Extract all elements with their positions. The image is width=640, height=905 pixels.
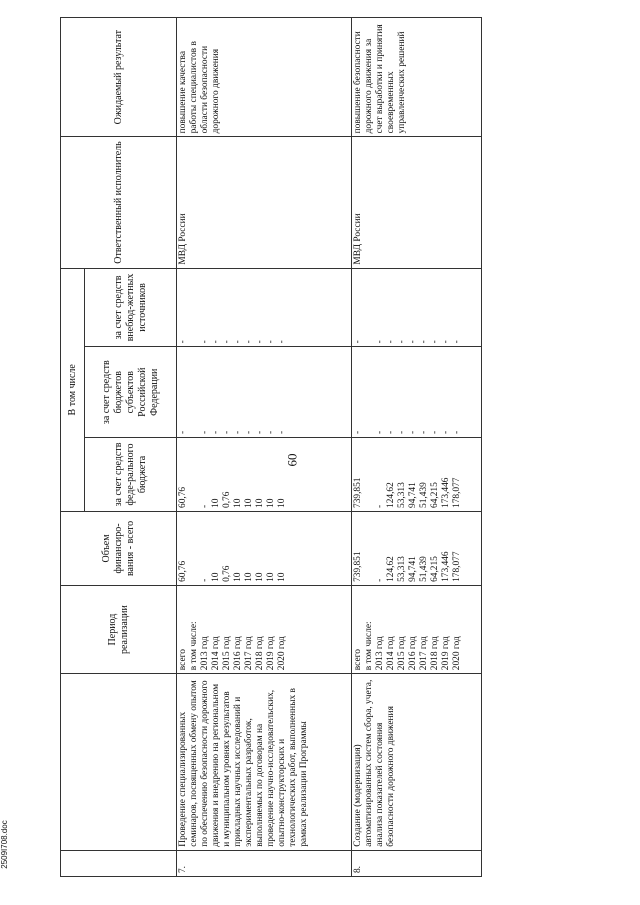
row-total-value: 10 bbox=[255, 572, 265, 582]
row-total-value: - bbox=[200, 578, 210, 582]
row-federal-value: - bbox=[375, 504, 385, 508]
row-regional-value: - bbox=[353, 430, 363, 435]
row-number: 7. bbox=[177, 850, 352, 876]
row-periods-value: 2017 год bbox=[244, 636, 254, 671]
row-extra-value: - bbox=[255, 340, 265, 344]
row-regional bbox=[352, 347, 482, 438]
row-extra-value: - bbox=[266, 340, 276, 344]
row-responsible: МВД России bbox=[352, 137, 482, 268]
row-extra-value: - bbox=[200, 340, 210, 344]
row-total-value bbox=[189, 515, 200, 582]
row-federal-value: 10 bbox=[266, 498, 276, 508]
row-extra-value: - bbox=[178, 340, 188, 344]
row-extra-value: - bbox=[222, 340, 232, 344]
row-extra-value: - bbox=[211, 340, 221, 344]
row-extra-value: - bbox=[386, 340, 396, 344]
row-total-value: 0,76 bbox=[222, 565, 232, 582]
row-regional-value: - bbox=[244, 430, 254, 435]
row-total-value: 10 bbox=[211, 572, 221, 582]
row-regional-value: - bbox=[211, 430, 221, 435]
row-regional-value: - bbox=[397, 430, 407, 435]
row-federal-value: 173,446 bbox=[441, 477, 451, 508]
row-extra-value: - bbox=[397, 340, 407, 344]
page-number: 60 bbox=[284, 453, 300, 467]
row-extra bbox=[177, 268, 352, 347]
row-total-value: 64,215 bbox=[430, 556, 440, 582]
header-federal: за счет средств феде-рального бюджета bbox=[85, 438, 177, 512]
row-periods-value: в том числе: bbox=[364, 621, 374, 671]
row-total bbox=[352, 511, 482, 585]
row-periods-value: всего bbox=[178, 649, 188, 671]
row-federal-value: 94,741 bbox=[408, 482, 418, 508]
row-federal-value: 53,313 bbox=[397, 482, 407, 508]
row-regional-value: - bbox=[375, 430, 385, 435]
row-extra-value: - bbox=[277, 340, 287, 344]
row-periods-value: 2017 год bbox=[419, 636, 429, 671]
row-periods bbox=[352, 585, 482, 673]
row-federal-value: 10 bbox=[233, 498, 243, 508]
row-result: повышение безопасности дорожного движения за счет выработки и принятия своевременных управленческих решений bbox=[352, 18, 482, 137]
row-total bbox=[177, 511, 352, 585]
header-total: Объем финансиро-вания - всего bbox=[61, 511, 177, 585]
header-num bbox=[61, 850, 177, 876]
row-federal-value: 124,62 bbox=[386, 482, 396, 508]
row-periods bbox=[177, 585, 352, 673]
header-period: Период реализации bbox=[61, 585, 177, 673]
row-regional bbox=[177, 347, 352, 438]
row-total-value: 10 bbox=[233, 572, 243, 582]
row-federal bbox=[177, 438, 352, 512]
row-periods-value: 2020 год bbox=[452, 636, 462, 671]
header-in-that: В том числе bbox=[61, 268, 85, 511]
row-total-value bbox=[364, 515, 375, 582]
row-periods-value: 2016 год bbox=[408, 636, 418, 671]
row-regional-value: - bbox=[178, 430, 188, 435]
row-total-value: 51,439 bbox=[419, 556, 429, 582]
row-regional-value bbox=[189, 350, 200, 434]
row-extra-value: - bbox=[452, 340, 462, 344]
row-total-value: 739,851 bbox=[353, 551, 363, 582]
row-periods-value: 2019 год bbox=[441, 636, 451, 671]
row-extra-value: - bbox=[430, 340, 440, 344]
row-regional-value: - bbox=[441, 430, 451, 435]
row-total-value: 178,077 bbox=[452, 551, 462, 582]
row-regional-value: - bbox=[386, 430, 396, 435]
header-extra: за счет средств внебюд-жетных источников bbox=[85, 268, 177, 347]
row-regional-value: - bbox=[277, 430, 287, 435]
row-federal-value bbox=[364, 441, 375, 508]
table-row bbox=[352, 18, 482, 877]
row-federal-value: 60,76 bbox=[178, 486, 188, 508]
row-total-value: 60,76 bbox=[178, 560, 188, 582]
header-responsible: Ответственный исполнитель bbox=[61, 137, 177, 268]
row-federal-value: 0,76 bbox=[222, 491, 232, 508]
row-total-value: 124,62 bbox=[386, 556, 396, 582]
row-total-value: 10 bbox=[266, 572, 276, 582]
row-extra-value: - bbox=[233, 340, 243, 344]
header-desc bbox=[61, 674, 177, 851]
row-federal-value: 10 bbox=[255, 498, 265, 508]
row-regional-value: - bbox=[233, 430, 243, 435]
row-result: повышение качества работы специалистов в области безопасности дорожного движения bbox=[177, 18, 352, 137]
row-regional-value: - bbox=[430, 430, 440, 435]
row-regional-value: - bbox=[408, 430, 418, 435]
row-federal-value bbox=[189, 441, 200, 508]
row-responsible: МВД России bbox=[177, 137, 352, 268]
footer-filename: 2509I708.doc bbox=[0, 820, 9, 869]
program-table-sheet bbox=[60, 17, 620, 877]
row-periods-value: 2018 год bbox=[255, 636, 265, 671]
row-total-value: 173,446 bbox=[441, 551, 451, 582]
row-regional-value: - bbox=[200, 430, 210, 435]
row-total-value: 53,313 bbox=[397, 556, 407, 582]
row-federal-value: 64,215 bbox=[430, 482, 440, 508]
row-regional-value bbox=[364, 350, 375, 434]
row-regional-value: - bbox=[419, 430, 429, 435]
table-row bbox=[177, 18, 352, 877]
row-periods-value: 2015 год bbox=[222, 636, 232, 671]
row-periods-value: в том числе: bbox=[189, 621, 199, 671]
row-description: Создание (модернизация) автоматизированных систем сбора, учета, анализа показателей состояния безопасности дорожного движения bbox=[352, 674, 482, 851]
row-extra-value: - bbox=[419, 340, 429, 344]
row-extra-value bbox=[364, 272, 375, 344]
row-federal-value: 10 bbox=[244, 498, 254, 508]
row-periods-value: 2013 год bbox=[200, 636, 210, 671]
header-result: Ожидаемый результат bbox=[61, 18, 177, 137]
row-federal bbox=[352, 438, 482, 512]
row-total-value: 94,741 bbox=[408, 556, 418, 582]
row-total-value: 10 bbox=[244, 572, 254, 582]
row-total-value: 10 bbox=[277, 572, 287, 582]
row-number: 8. bbox=[352, 850, 482, 876]
row-description: Проведение специализированных семинаров, посвященных обмену опытом по обеспечению безопасности дорожного движения и внедрению на региональном и муниципальном уровнях результатов прикладных научных исследований и экспериментальных разработок, выполняемых по договорам на проведение научно-исследовательских, опытно-конструкторских и технологических работ, выполненных в рамках реализации Программы bbox=[177, 674, 352, 851]
row-periods-value: 2020 год bbox=[277, 636, 287, 671]
row-regional-value: - bbox=[266, 430, 276, 435]
row-extra-value: - bbox=[353, 340, 363, 344]
row-federal-value: 739,851 bbox=[353, 477, 363, 508]
row-periods-value: 2014 год bbox=[211, 636, 221, 671]
row-periods-value: 2019 год bbox=[266, 636, 276, 671]
row-extra bbox=[352, 268, 482, 347]
row-regional-value: - bbox=[452, 430, 462, 435]
row-periods-value: 2013 год bbox=[375, 636, 385, 671]
row-periods-value: всего bbox=[353, 649, 363, 671]
row-periods-value: 2015 год bbox=[397, 636, 407, 671]
row-periods-value: 2018 год bbox=[430, 636, 440, 671]
row-federal-value: - bbox=[200, 504, 210, 508]
row-periods-value: 2016 год bbox=[233, 636, 243, 671]
row-federal-value: 10 bbox=[211, 498, 221, 508]
row-extra-value: - bbox=[408, 340, 418, 344]
row-federal-value: 178,077 bbox=[452, 477, 462, 508]
row-federal-value: 51,439 bbox=[419, 482, 429, 508]
row-extra-value: - bbox=[244, 340, 254, 344]
row-federal-value: 10 bbox=[277, 498, 287, 508]
header-regional: за счет средств бюджетов субъектов Российской Федерации bbox=[85, 347, 177, 438]
row-total-value: - bbox=[375, 578, 385, 582]
row-extra-value: - bbox=[375, 340, 385, 344]
row-regional-value: - bbox=[222, 430, 232, 435]
row-regional-value: - bbox=[255, 430, 265, 435]
program-table bbox=[60, 17, 482, 877]
row-extra-value: - bbox=[441, 340, 451, 344]
row-extra-value bbox=[189, 272, 200, 344]
row-periods-value: 2014 год bbox=[386, 636, 396, 671]
